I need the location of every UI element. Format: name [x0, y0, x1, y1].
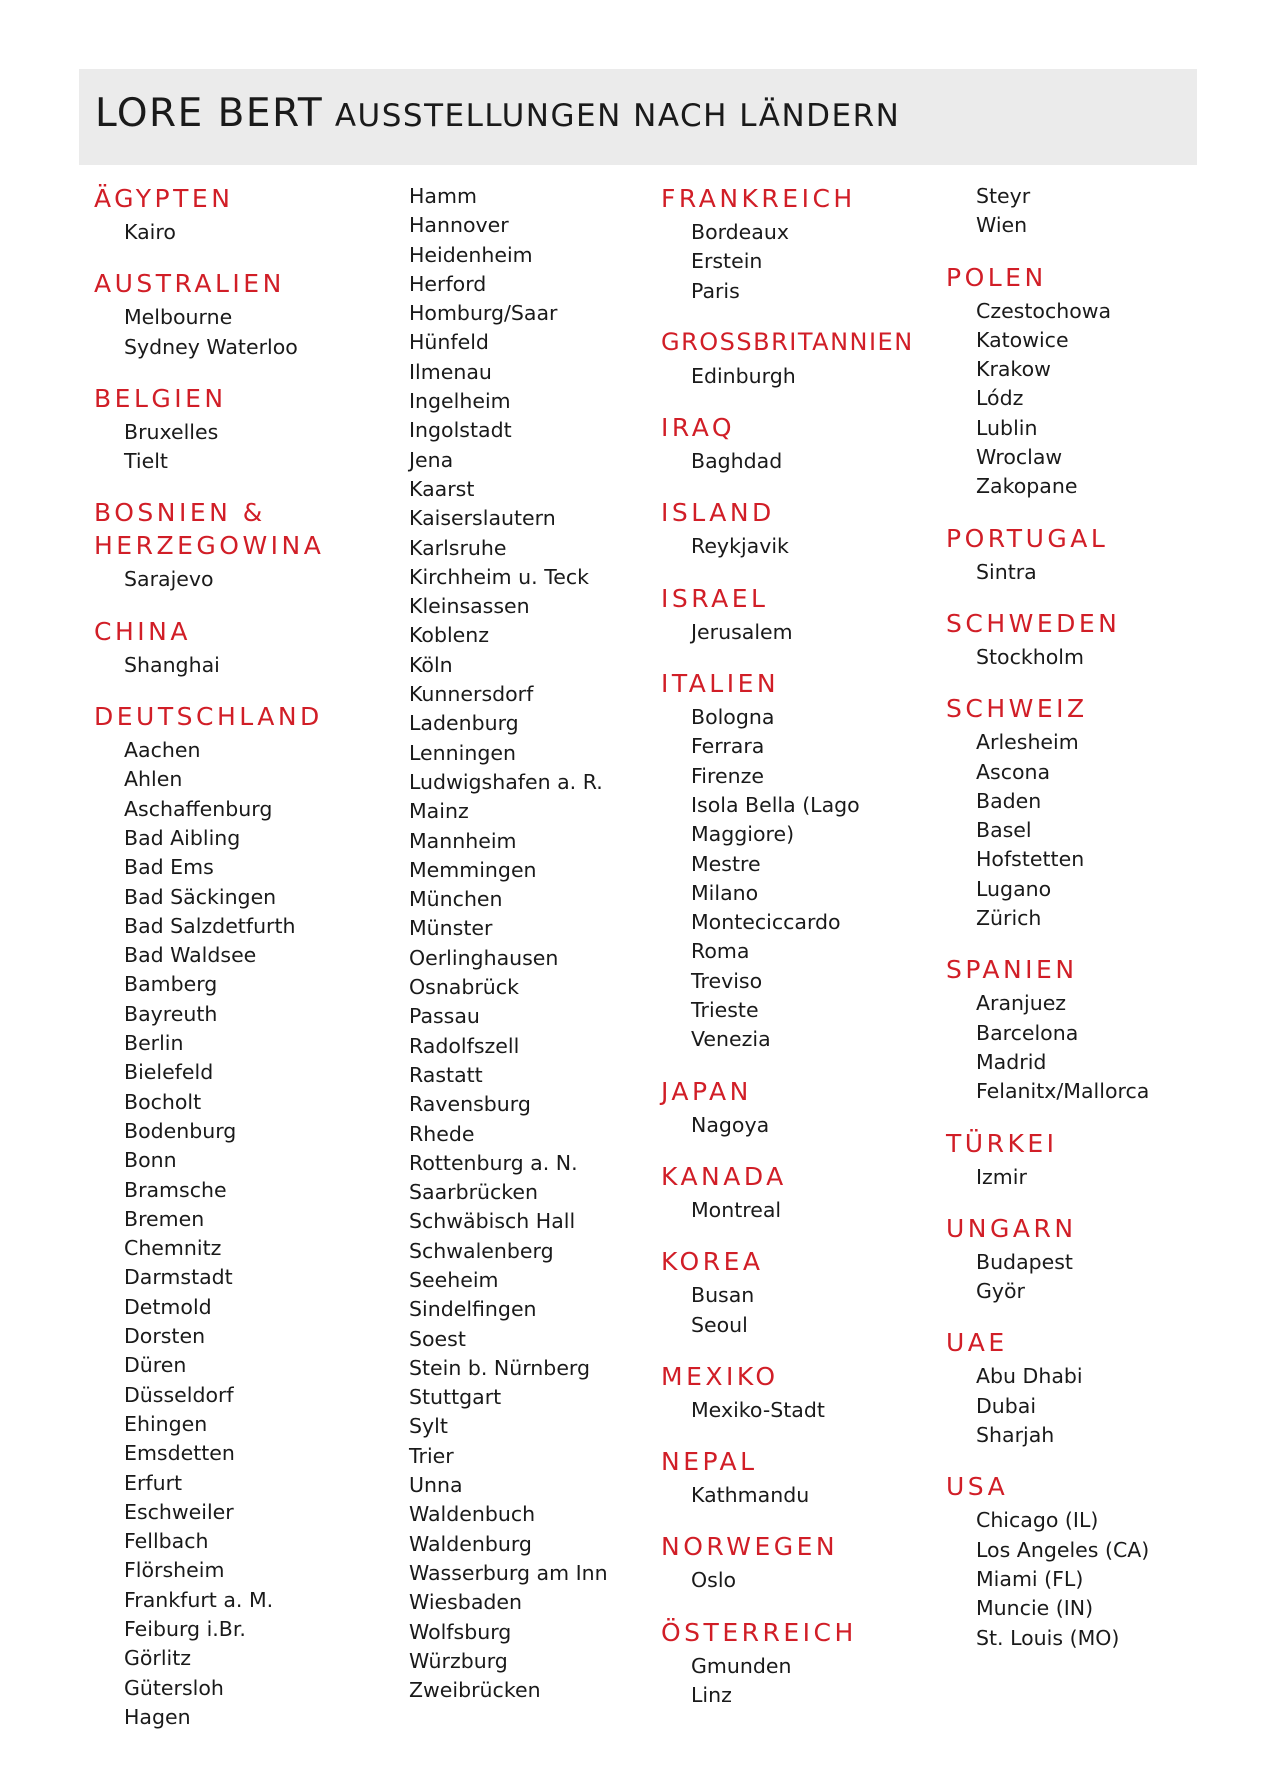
city: Radolfszell: [409, 1033, 520, 1058]
city: Roma: [691, 939, 750, 964]
country-name: MEXIKO: [661, 1361, 779, 1391]
city: Mainz: [409, 799, 469, 824]
country-name: KOREA: [661, 1247, 764, 1277]
city: Monteciccardo: [691, 910, 841, 935]
country-name: ÖSTERREICH: [661, 1617, 857, 1647]
city: Milano: [691, 880, 759, 905]
city: Baden: [976, 788, 1042, 813]
city: Unna: [409, 1473, 463, 1498]
city: Gmunden: [691, 1653, 792, 1678]
city: Zakopane: [976, 474, 1078, 499]
city: Budapest: [976, 1249, 1073, 1274]
city: Ahlen: [124, 767, 183, 792]
city: Lugano: [976, 876, 1052, 901]
country-section: [946, 1470, 1246, 1652]
country-section: [94, 267, 384, 362]
country-name: SPANIEN: [946, 955, 1078, 985]
city: Frankfurt a. M.: [124, 1587, 274, 1612]
city: Kleinsassen: [409, 594, 530, 619]
country-name: KANADA: [661, 1161, 787, 1191]
country-name: UNGARN: [946, 1213, 1077, 1243]
city: Sylt: [409, 1414, 448, 1439]
city: Treviso: [691, 968, 763, 993]
city: Zürich: [976, 906, 1042, 931]
city: Wien: [976, 213, 1028, 238]
city: Aranjuez: [976, 991, 1067, 1016]
city: Hannover: [409, 213, 509, 238]
country-name: NORWEGEN: [661, 1532, 839, 1562]
city: Aschaffenburg: [124, 796, 273, 821]
city: Bamberg: [124, 972, 218, 997]
city: Bruxelles: [124, 419, 219, 444]
city: Miami (FL): [976, 1566, 1084, 1591]
country-name: SCHWEDEN: [946, 608, 1121, 638]
country-name: DEUTSCHLAND: [94, 702, 323, 732]
city: Wolfsburg: [409, 1619, 512, 1644]
city: Kunnersdorf: [409, 682, 534, 707]
city: Bad Säckingen: [124, 884, 277, 909]
country-name: ÄGYPTEN: [94, 184, 234, 213]
city: Jerusalem: [691, 619, 793, 644]
city: Feiburg i.Br.: [124, 1616, 246, 1641]
city: Trieste: [691, 998, 759, 1023]
column-2: [409, 182, 659, 1705]
city: Karlsruhe: [409, 535, 507, 560]
city: Ilmenau: [409, 359, 492, 384]
city: Montreal: [691, 1197, 782, 1222]
city: Sharjah: [976, 1423, 1055, 1448]
country-section: [661, 582, 946, 647]
country-section: [946, 522, 1246, 587]
city: Katowice: [976, 327, 1069, 352]
city: Mexiko-Stadt: [691, 1397, 825, 1422]
city: Bielefeld: [124, 1060, 214, 1085]
city: Bad Waldsee: [124, 943, 257, 968]
page-title: [95, 91, 900, 136]
city: München: [409, 887, 503, 912]
city: Chemnitz: [124, 1236, 222, 1261]
country-section: [94, 382, 384, 477]
city: Bayreuth: [124, 1001, 218, 1026]
country-name: NEPAL: [661, 1447, 758, 1477]
country-section: [661, 1445, 946, 1510]
country-section: [946, 953, 1246, 1106]
city: Ascona: [976, 759, 1051, 784]
city: Chicago (IL): [976, 1508, 1099, 1533]
city: Heidenheim: [409, 242, 533, 267]
city: Waldenburg: [409, 1531, 532, 1556]
city: Mannheim: [409, 828, 517, 853]
city: Ravensburg: [409, 1092, 531, 1117]
city: Rottenburg a. N.: [409, 1150, 578, 1175]
city: Düsseldorf: [124, 1382, 234, 1407]
city: Felanitx/Mallorca: [976, 1079, 1150, 1104]
city: Los Angeles (CA): [976, 1537, 1150, 1562]
column-1: [94, 182, 384, 1752]
city: Bad Aibling: [124, 825, 241, 850]
city: Krakow: [976, 357, 1051, 382]
city: Trier: [409, 1443, 454, 1468]
city: Seeheim: [409, 1267, 499, 1292]
city: Waldenbuch: [409, 1502, 536, 1527]
city: Ingolstadt: [409, 418, 512, 443]
city: Aachen: [124, 738, 201, 763]
city: Würzburg: [409, 1648, 508, 1673]
city: Madrid: [976, 1049, 1047, 1074]
city: Linz: [691, 1683, 732, 1708]
city: Lódz: [976, 386, 1024, 411]
country-section: [946, 1212, 1246, 1307]
city: Tielt: [124, 449, 168, 474]
country-name: IRAQ: [661, 413, 736, 443]
city: Nagoya: [691, 1112, 770, 1137]
city: Steyr: [976, 184, 1031, 208]
city: Köln: [409, 652, 453, 677]
city: Bocholt: [124, 1089, 202, 1114]
city: Görlitz: [124, 1646, 192, 1671]
city: Berlin: [124, 1031, 184, 1056]
column-3: [661, 182, 946, 1730]
city: Rhede: [409, 1121, 475, 1146]
country-name: PORTUGAL: [946, 523, 1109, 553]
city: Koblenz: [409, 623, 490, 648]
city: Kaiserslautern: [409, 506, 556, 531]
city: Lublin: [976, 415, 1038, 440]
country-section: [661, 496, 946, 561]
city: Schwäbisch Hall: [409, 1209, 576, 1234]
city: Wiesbaden: [409, 1590, 523, 1615]
city: Rastatt: [409, 1062, 483, 1087]
country-section: [94, 700, 384, 1732]
country-section-continued: [946, 182, 1246, 241]
column-4: [946, 182, 1246, 1673]
city: Ferrara: [691, 734, 765, 759]
city: Gütersloh: [124, 1675, 224, 1700]
city: Györ: [976, 1279, 1025, 1304]
city: Saarbrücken: [409, 1180, 539, 1205]
city: Seoul: [691, 1312, 748, 1337]
city: Detmold: [124, 1294, 212, 1319]
country-section: [661, 326, 946, 391]
country-name: AUSTRALIEN: [94, 269, 285, 299]
city: Passau: [409, 1004, 480, 1029]
city: Dorsten: [124, 1324, 206, 1349]
country-section: [661, 667, 946, 1055]
city: Sarajevo: [124, 567, 214, 592]
country-name: CHINA: [94, 616, 191, 646]
city: Abu Dhabi: [976, 1364, 1083, 1389]
city: Bodenburg: [124, 1118, 237, 1143]
city: Erfurt: [124, 1470, 183, 1495]
city: Jena: [409, 447, 454, 472]
city: Lenningen: [409, 740, 516, 765]
country-section: [661, 1360, 946, 1425]
city: Memmingen: [409, 857, 537, 882]
city: Fellbach: [124, 1529, 209, 1554]
city: Dubai: [976, 1393, 1037, 1418]
city: Shanghai: [124, 652, 220, 677]
city: Ehingen: [124, 1411, 208, 1436]
city: Homburg/Saar: [409, 301, 558, 326]
page-subtitle: AUSSTELLUNGEN NACH LÄNDERN: [334, 98, 901, 134]
city: Melbourne: [124, 305, 233, 330]
city: Bonn: [124, 1148, 177, 1173]
city: St. Louis (MO): [976, 1625, 1120, 1650]
city: Firenze: [691, 763, 764, 788]
country-section: [946, 1127, 1246, 1192]
city: Stein b. Nürnberg: [409, 1355, 591, 1380]
city: Stuttgart: [409, 1385, 502, 1410]
city: Oslo: [691, 1568, 737, 1593]
city: Münster: [409, 916, 493, 941]
city: Flörsheim: [124, 1558, 225, 1583]
city: Maggiore): [691, 822, 795, 847]
city: Stockholm: [976, 644, 1084, 669]
city: Baghdad: [691, 449, 783, 474]
country-section: [946, 261, 1246, 502]
country-section: [661, 182, 946, 306]
city: Bad Ems: [124, 855, 214, 880]
city: Sydney Waterloo: [124, 334, 298, 359]
country-section: [661, 1245, 946, 1340]
country-section: [94, 496, 384, 594]
country-name: POLEN: [946, 262, 1047, 292]
country-section: [661, 1075, 946, 1140]
city: Barcelona: [976, 1020, 1079, 1045]
country-name: BELGIEN: [94, 383, 227, 413]
city: Kathmandu: [691, 1483, 810, 1508]
country-name: TÜRKEI: [946, 1128, 1058, 1158]
country-name: USA: [946, 1472, 1009, 1502]
city: Herford: [409, 271, 487, 296]
country-section: [946, 607, 1246, 672]
country-section: [946, 1326, 1246, 1450]
city: Muncie (IN): [976, 1596, 1094, 1621]
city: Wroclaw: [976, 445, 1063, 470]
city: Erstein: [691, 249, 763, 274]
city: Kirchheim u. Teck: [409, 564, 589, 589]
country-name: SCHWEIZ: [946, 694, 1088, 724]
city: Wasserburg am Inn: [409, 1560, 608, 1585]
city: Kaarst: [409, 476, 475, 501]
country-section: [94, 182, 384, 247]
city: Busan: [691, 1283, 755, 1308]
city: Zweibrücken: [409, 1678, 541, 1703]
city: Izmir: [976, 1164, 1027, 1189]
country-section: [946, 692, 1246, 933]
city: Hünfeld: [409, 330, 489, 355]
country-section: [661, 411, 946, 476]
country-section: [94, 615, 384, 680]
country-name: ISLAND: [661, 498, 775, 528]
city: Bramsche: [124, 1177, 227, 1202]
city: Ludwigshafen a. R.: [409, 769, 603, 794]
city: Reykjavik: [691, 534, 789, 559]
city: Schwalenberg: [409, 1238, 554, 1263]
country-name: GROSSBRITANNIEN: [661, 327, 914, 356]
country-section: [661, 1530, 946, 1595]
country-section: [661, 1160, 946, 1225]
city: Darmstadt: [124, 1265, 233, 1290]
city: Hofstetten: [976, 847, 1085, 872]
city: Mestre: [691, 851, 761, 876]
city: Eschweiler: [124, 1499, 234, 1524]
header-bar: [79, 69, 1197, 165]
city: Düren: [124, 1353, 187, 1378]
city: Venezia: [691, 1027, 771, 1052]
city: Bordeaux: [691, 220, 789, 244]
city: Bologna: [691, 705, 775, 730]
city: Sintra: [976, 559, 1037, 584]
city: Paris: [691, 278, 740, 303]
country-name: JAPAN: [661, 1076, 752, 1106]
city: Edinburgh: [691, 363, 796, 388]
country-name: UAE: [946, 1328, 1008, 1358]
city: Bremen: [124, 1206, 205, 1231]
city: Hamm: [409, 184, 477, 208]
city: Bad Salzdetfurth: [124, 913, 296, 938]
city: Arlesheim: [976, 730, 1079, 755]
city: Soest: [409, 1326, 466, 1351]
city: Czestochowa: [976, 298, 1112, 323]
city: Osnabrück: [409, 975, 519, 1000]
city: Kairo: [124, 220, 176, 244]
city: Ladenburg: [409, 711, 519, 736]
city: Basel: [976, 818, 1032, 843]
city: Isola Bella (Lago: [691, 792, 860, 817]
country-name: ITALIEN: [661, 669, 780, 699]
country-section: [661, 1616, 946, 1711]
country-name: FRANKREICH: [661, 184, 856, 213]
city: Hagen: [124, 1704, 191, 1729]
country-name: BOSNIEN & HERZEGOWINA: [94, 498, 325, 561]
city: Emsdetten: [124, 1441, 235, 1466]
city: Ingelheim: [409, 389, 511, 414]
city: Oerlinghausen: [409, 945, 559, 970]
country-name: ISRAEL: [661, 583, 769, 613]
city: Sindelfingen: [409, 1297, 537, 1322]
artist-name: LORE BERT: [95, 91, 324, 136]
